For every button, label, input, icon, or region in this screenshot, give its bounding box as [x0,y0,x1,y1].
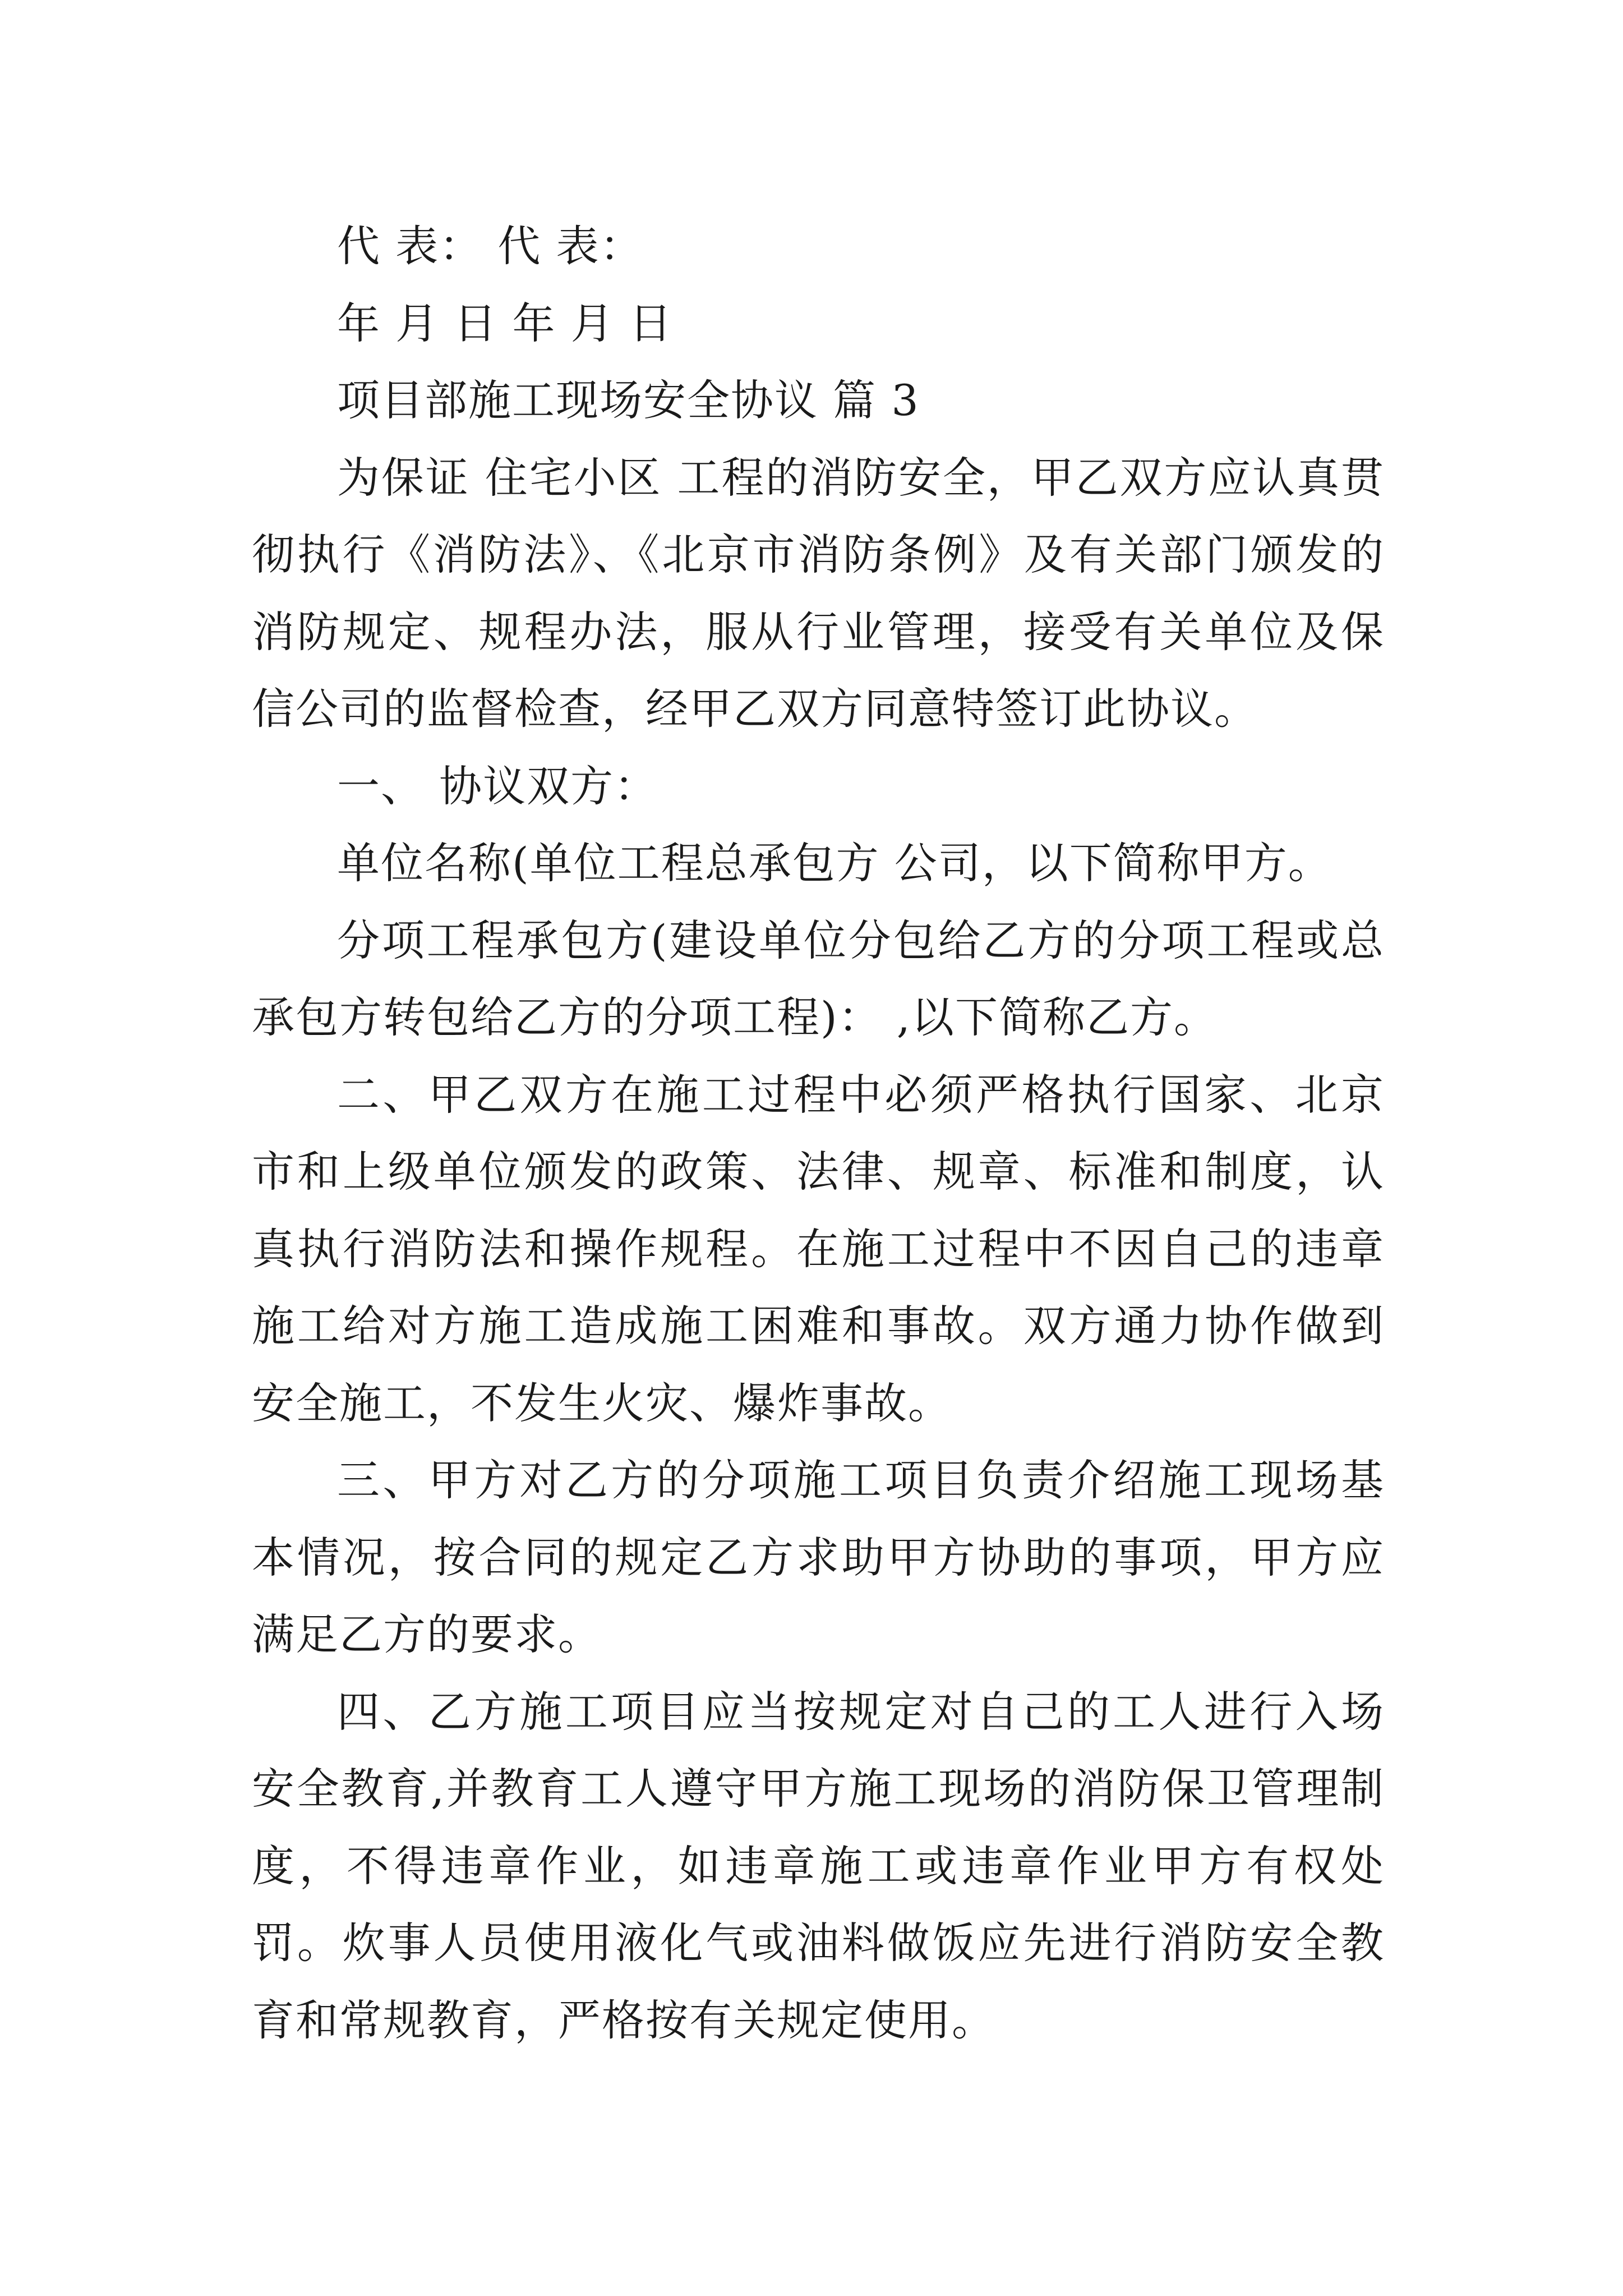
representative-line: 代 表： 代 表： [337,221,644,271]
section-title: 项目部施工现场安全协议 篇 3 [337,375,920,425]
clause-3-paragraph: 三、甲方对乙方的分项施工项目负责介绍施工现场基本情况，按合同的规定乙方求助甲方协助的事项，甲方应满足乙方的要求。 [252,1455,1385,1659]
clause-2-paragraph: 二、甲乙双方在施工过程中必须严格执行国家、北京市和上级单位颁发的政策、法律、规章、标准和制度，认真执行消防法和操作规程。在施工过程中不因自己的违章施工给对方施工造成施工困难和事故。双方通力协作做到安全施工，不发生火灾、爆炸事故。 [252,1069,1385,1428]
party-a-paragraph: 单位名称(单位工程总承包方 公司，以下简称甲方。 [337,838,1332,888]
clause-4-paragraph: 四、乙方施工项目应当按规定对自己的工人进行入场安全教育,并教育工人遵守甲方施工现场的消防保卫管理制度，不得违章作业，如违章施工或违章作业甲方有权处罚。炊事人员使用液化气或油料做饭应先进行消防安全教育和常规教育，严格按有关规定使用。 [252,1686,1385,2045]
clause-1-heading: 一、 协议双方： [337,761,658,811]
intro-paragraph: 为保证 住宅小区 工程的消防安全，甲乙双方应认真贯彻执行《消防法》、《北京市消防条例》及有关部门颁发的消防规定、规程办法，服从行业管理，接受有关单位及保信公司的监督检查，经甲乙双方同意特签订此协议。 [252,452,1385,734]
date-line: 年 月 日 年 月 日 [337,298,673,348]
party-b-paragraph: 分项工程承包方(建设单位分包给乙方的分项工程或总承包方转包给乙方的分项工程)： ,以下简称乙方。 [252,915,1385,1042]
document-body [252,208,1385,2059]
